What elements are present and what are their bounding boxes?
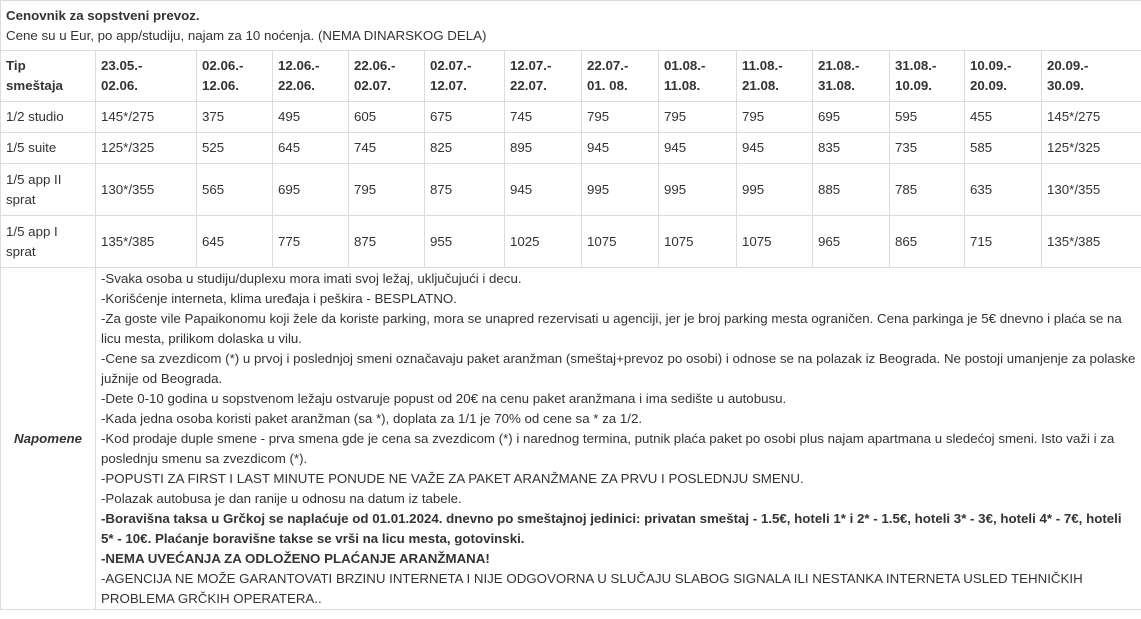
page-title: Cenovnik za sopstveni prevoz. (6, 7, 200, 23)
note-item: -Dete 0-10 godina u sopstvenom ležaju ostvaruje popust od 20€ na cenu paket aranžmana i ima sedište u autobusu. (101, 391, 787, 406)
price-cell: 1075 (737, 216, 813, 268)
price-cell: 795 (349, 164, 425, 216)
price-cell: 1075 (582, 216, 659, 268)
price-cell: 525 (197, 133, 273, 164)
price-cell: 635 (965, 164, 1042, 216)
row-type: 1/2 studio (1, 102, 96, 133)
price-cell: 735 (890, 133, 965, 164)
price-cell: 825 (425, 133, 505, 164)
price-cell: 135*/385 (1042, 216, 1141, 268)
table-row (1, 133, 1141, 164)
price-cell: 1075 (659, 216, 737, 268)
note-item: -Polazak autobusa je dan ranije u odnosu na datum iz tabele. (101, 491, 462, 506)
price-cell: 995 (582, 164, 659, 216)
header-period: 01.08.- 11.08. (659, 51, 737, 102)
table-row (1, 102, 1141, 133)
price-cell: 125*/325 (1042, 133, 1141, 164)
row-type: 1/5 app II sprat (1, 164, 96, 216)
note-item: -Kada jedna osoba koristi paket aranžman (sa *), doplata za 1/1 je 70% od cene sa * za 1/2. (101, 411, 643, 426)
notes-row (1, 268, 1141, 610)
note-item: -Cene sa zvezdicom (*) u prvoj i poslednjoj smeni označavaju paket aranžman (smeštaj+prevoz po osobi) i odnose se na polazak iz Beograda. Ne postoji umanjenje za polaske južnije od Beograda. (101, 351, 1136, 386)
header-period: 22.06.- 02.07. (349, 51, 425, 102)
price-cell: 945 (659, 133, 737, 164)
price-cell: 645 (197, 216, 273, 268)
table-row (1, 216, 1141, 268)
price-cell: 565 (197, 164, 273, 216)
price-cell: 455 (965, 102, 1042, 133)
price-cell: 135*/385 (96, 216, 197, 268)
price-cell: 145*/275 (1042, 102, 1141, 133)
page-subtitle: Cene su u Eur, po app/studiju, najam za 10 noćenja. (NEMA DINARSKOG DELA) (6, 27, 487, 43)
price-cell: 495 (273, 102, 349, 133)
price-cell: 895 (505, 133, 582, 164)
price-cell: 945 (737, 133, 813, 164)
header-period: 12.06.- 22.06. (273, 51, 349, 102)
price-cell: 835 (813, 133, 890, 164)
header-period: 22.07.- 01. 08. (582, 51, 659, 102)
price-cell: 795 (737, 102, 813, 133)
price-cell: 130*/355 (1042, 164, 1141, 216)
header-type: Tip smeštaja (1, 51, 96, 102)
price-cell: 595 (890, 102, 965, 133)
price-cell: 585 (965, 133, 1042, 164)
table-header-row (1, 51, 1141, 102)
price-cell: 995 (737, 164, 813, 216)
table-row (1, 164, 1141, 216)
row-type: 1/5 app I sprat (1, 216, 96, 268)
note-item: -Za goste vile Papaikonomu koji žele da koriste parking, mora se unapred rezervisati u agenciji, jer je broj parking mesta ograničen. Cena parkinga je 5€ dnevno i plaća se na licu mesta, prilikom dolaska u vilu. (101, 311, 1122, 346)
header-period: 02.06.- 12.06. (197, 51, 273, 102)
price-cell: 775 (273, 216, 349, 268)
price-cell: 945 (582, 133, 659, 164)
price-cell: 795 (659, 102, 737, 133)
note-item: -NEMA UVEĆANJA ZA ODLOŽENO PLAĆANJE ARANŽMANA! (101, 551, 490, 566)
price-cell: 795 (582, 102, 659, 133)
header-period: 11.08.- 21.08. (737, 51, 813, 102)
price-cell: 605 (349, 102, 425, 133)
note-item: -Svaka osoba u studiju/duplexu mora imati svoj ležaj, uključujući i decu. (101, 271, 522, 286)
notes-label: Napomene (1, 268, 96, 610)
note-item: -POPUSTI ZA FIRST I LAST MINUTE PONUDE NE VAŽE ZA PAKET ARANŽMANE ZA PRVU I POSLEDNJU SMENU. (101, 471, 804, 486)
price-cell: 785 (890, 164, 965, 216)
note-item: -Korišćenje interneta, klima uređaja i peškira - BESPLATNO. (101, 291, 457, 306)
header-period: 21.08.- 31.08. (813, 51, 890, 102)
header-period: 10.09.- 20.09. (965, 51, 1042, 102)
price-cell: 995 (659, 164, 737, 216)
header-period: 31.08.- 10.09. (890, 51, 965, 102)
price-cell: 745 (505, 102, 582, 133)
header-period: 12.07.- 22.07. (505, 51, 582, 102)
price-cell: 1025 (505, 216, 582, 268)
price-cell: 965 (813, 216, 890, 268)
price-cell: 865 (890, 216, 965, 268)
price-cell: 130*/355 (96, 164, 197, 216)
price-cell: 875 (349, 216, 425, 268)
price-cell: 945 (505, 164, 582, 216)
price-cell: 695 (813, 102, 890, 133)
price-cell: 745 (349, 133, 425, 164)
note-item: -AGENCIJA NE MOŽE GARANTOVATI BRZINU INTERNETA I NIJE ODGOVORNA U SLUČAJU SLABOG SIGNALA ILI NESTANKA INTERNETA USLED TEHNIČKIH PROBLEMA GRČKIH OPERATERA.. (101, 571, 1083, 606)
price-cell: 145*/275 (96, 102, 197, 133)
header-period: 23.05.- 02.06. (96, 51, 197, 102)
price-cell: 645 (273, 133, 349, 164)
header-period: 20.09.- 30.09. (1042, 51, 1141, 102)
price-cell: 675 (425, 102, 505, 133)
table-caption (1, 1, 1141, 51)
price-cell: 125*/325 (96, 133, 197, 164)
price-cell: 955 (425, 216, 505, 268)
note-item: -Kod prodaje duple smene - prva smena gde je cena sa zvezdicom (*) i narednog termina, putnik plaća paket po osobi plus najam apartmana u sledećoj smeni. Isto važi i za poslednju smenu sa zvezdicom (*). (101, 431, 1115, 466)
price-cell: 875 (425, 164, 505, 216)
note-item: -Boravišna taksa u Grčkoj se naplaćuje od 01.01.2024. dnevno po smeštajnoj jedinici: privatan smeštaj - 1.5€, hoteli 1* i 2* - 1.5€, hoteli 3* - 3€, hoteli 4* - 7€, hoteli 5* - 10€. Plaćanje boravišne takse se vrši na licu mesta, gotovinski. (101, 511, 1122, 546)
header-period: 02.07.- 12.07. (425, 51, 505, 102)
row-type: 1/5 suite (1, 133, 96, 164)
price-cell: 375 (197, 102, 273, 133)
price-cell: 715 (965, 216, 1042, 268)
price-cell: 695 (273, 164, 349, 216)
price-cell: 885 (813, 164, 890, 216)
notes-content (96, 268, 1141, 610)
